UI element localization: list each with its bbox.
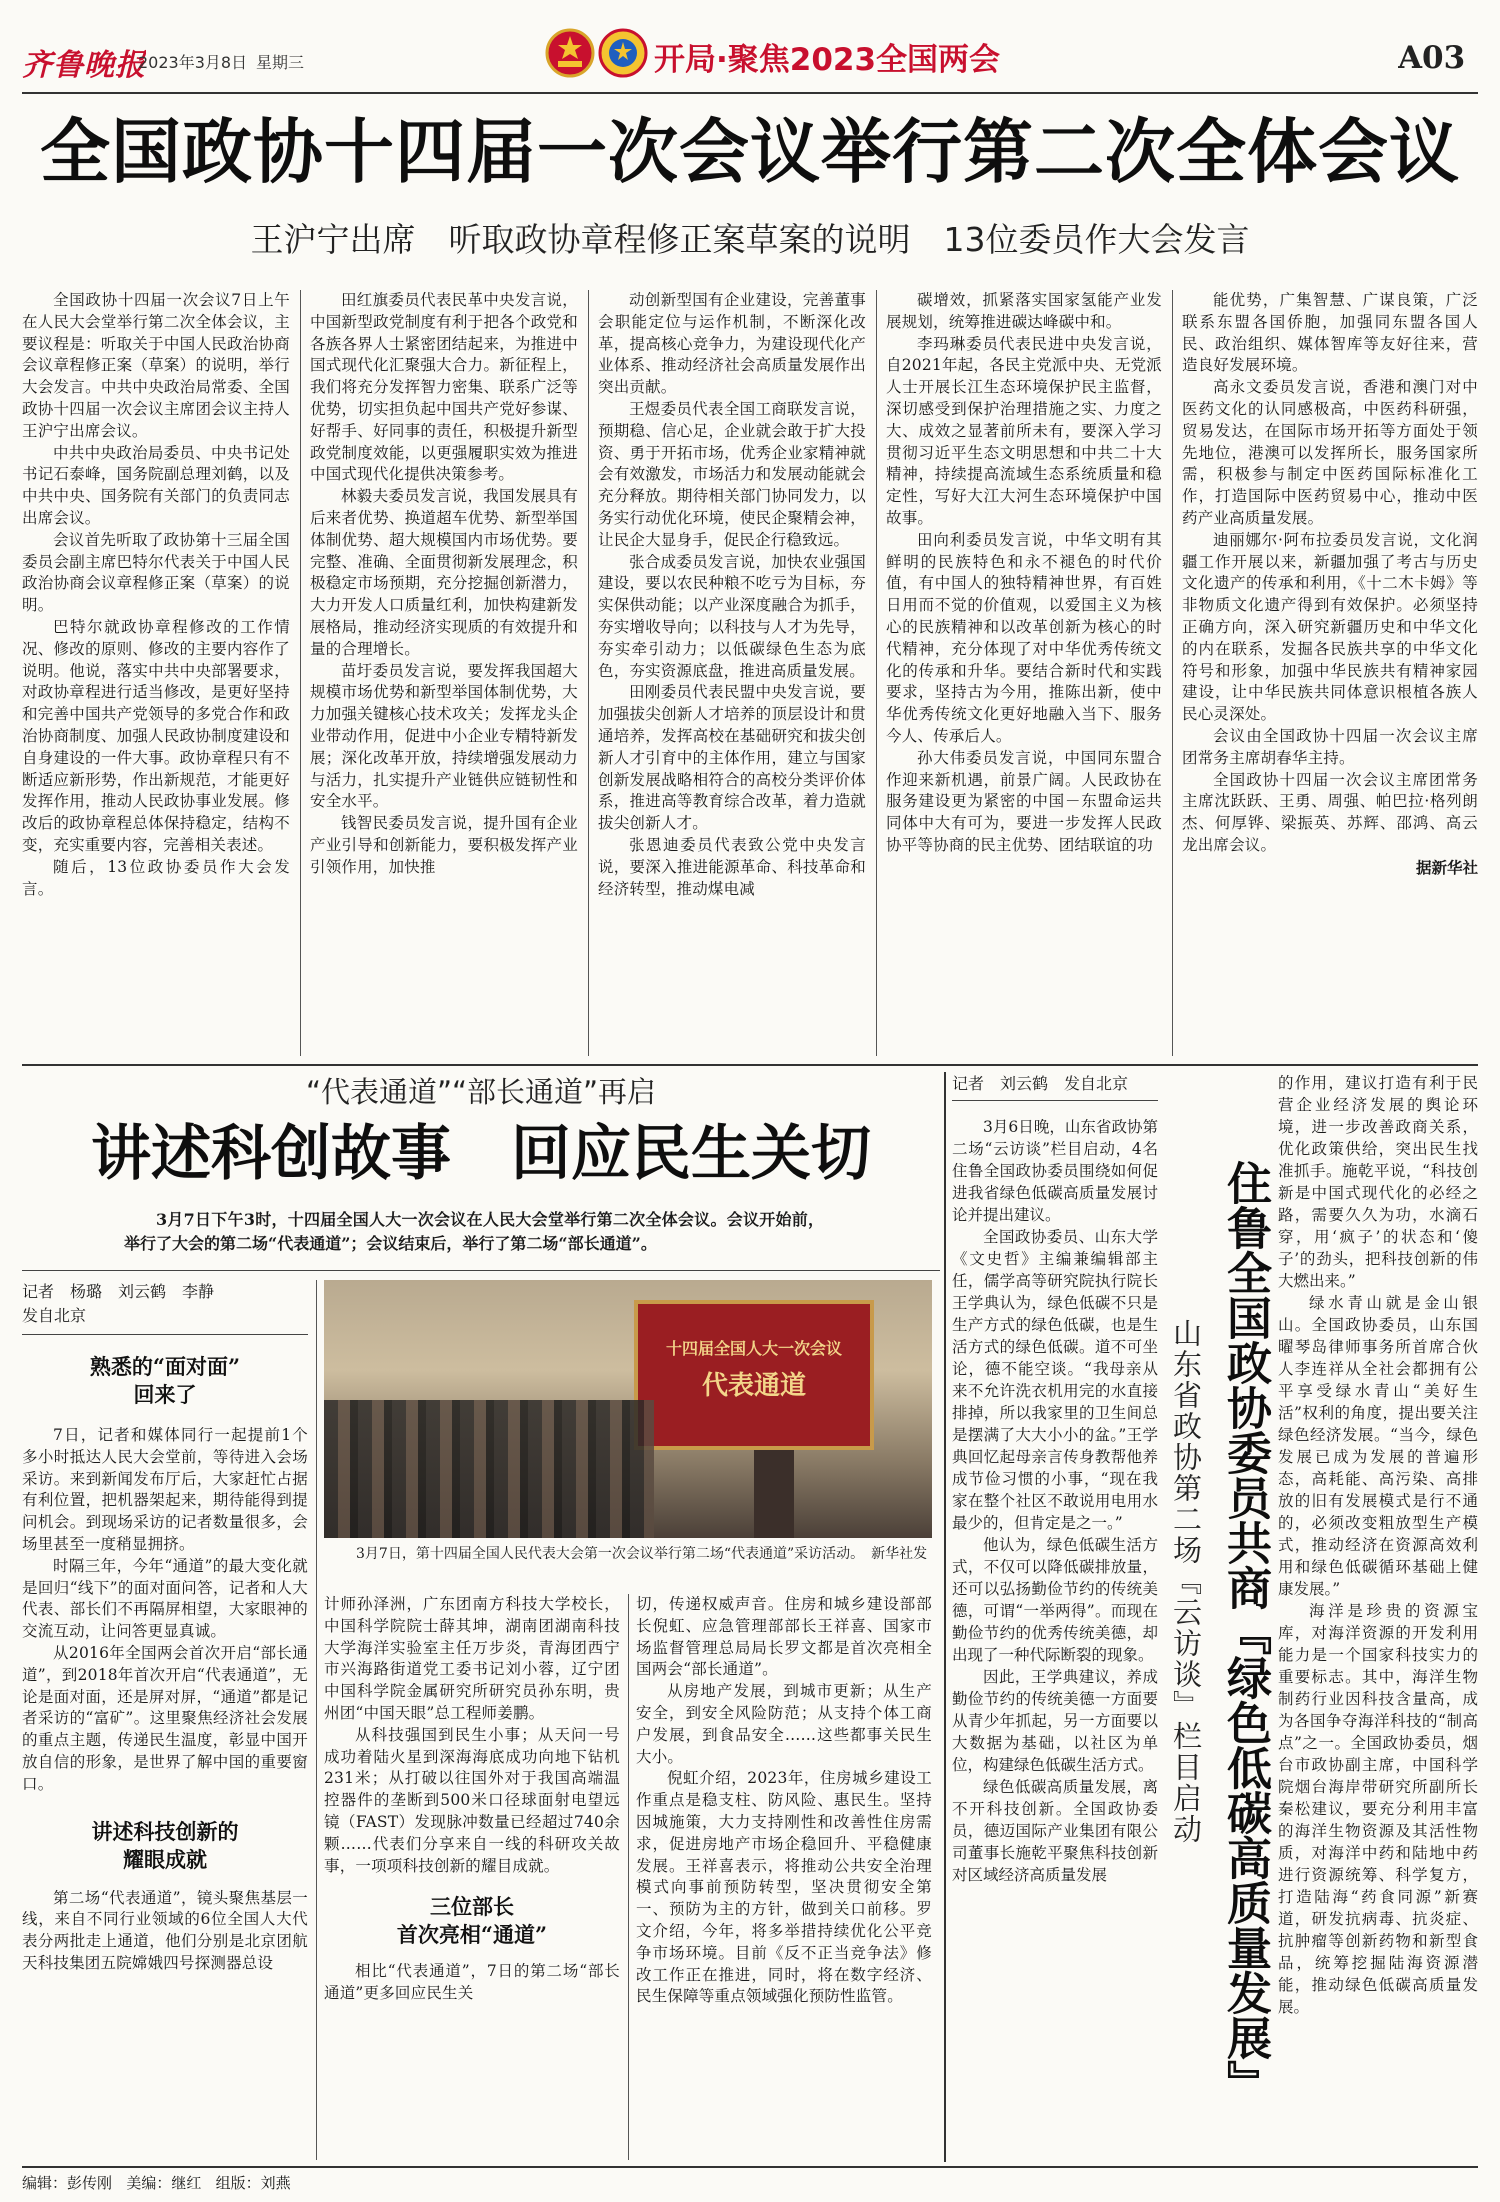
sidebar-headline: 住鲁全国政协委员共商『绿色低碳高质量发展』 xyxy=(1219,1160,1272,2105)
byline-rule xyxy=(22,1334,308,1335)
sidebar-column-1 xyxy=(952,1116,1158,2160)
masthead xyxy=(0,0,1500,98)
sidebar-column-2 xyxy=(1278,1072,1478,2160)
paragraph: 因此，王学典建议，养成勤俭节约的传统美德一方面要从青少年抓起，另一方面要以大数据为基础，以社区为单位，构建绿色低碳生活方式。 xyxy=(952,1668,1158,1774)
photo-banner-text: 十四届全国人大一次会议 xyxy=(665,1339,842,1358)
paragraph: 绿色低碳高质量发展，离不开科技创新。全国政协委员，德迈国际产业集团有限公司董事长施乾平聚焦科技创新对区域经济高质量发展 xyxy=(952,1778,1158,1884)
lead-column-3 xyxy=(598,290,866,1056)
paragraph: 从2016年全国两会首次开启“部长通道”，到2018年首次开启“代表通道”，无论是面对面，还是屏对屏，“通道”都是记者采访的“富矿”。这里聚焦经济社会发展的重点主题，传递民生温度，彰显中国开放自信的形象，是世界了解中国的重要窗口。 xyxy=(22,1643,308,1793)
paragraph: 田刚委员代表民盟中央发言说，要加强拔尖创新人才培养的顶层设计和贯通培养，发挥高校在基础研究和拔尖创新人才引育中的主体作用，建立与国家创新发展战略相符合的高校分类评价体系，推进高等教育综合改革，着力造就拔尖创新人才。 xyxy=(598,683,866,833)
paragraph: 倪虹介绍，2023年，住房城乡建设工作重点是稳支柱、防风险、惠民生。坚持因城施策，大力支持刚性和改善性住房需求，促进房地产市场企稳回升、平稳健康发展。王祥喜表示，将推动公共安全治理模式向事前预防转型，坚决贯彻安全第一、预防为主的方针，做到关口前移。罗文介绍，今年，将多举措持续优化公平竞争市场环境。目前《反不正当竞争法》修改工作正在推进，同时，将在数字经济、民生保障等重点领域强化预防性监管。 xyxy=(636,1769,932,2006)
paragraph: 动创新型国有企业建设，完善董事会职能定位与运作机制，不断深化改革，提高核心竞争力，为建设现代化产业体系、推动经济社会高质量发展作出突出贡献。 xyxy=(598,291,866,397)
paragraph: 迪丽娜尔·阿布拉委员发言说，文化润疆工作开展以来，新疆加强了考古与历史文化遗产的传承和利用，《十二木卡姆》等非物质文化遗产得到有效保护。必须坚持正确方向，深入研究新疆历史和中华文化的内在联系，发掘各民族共享的中华文化符号和形象，加强中华民族共有精神家园建设，让中华民族共同体意识根植各族人民心灵深处。 xyxy=(1182,530,1478,724)
paragraph: 张合成委员发言说，加快农业强国建设，要以农民种粮不吃亏为目标，夯实保供动能；以产业深度融合为抓手，夯实增收导向；以科技与人才为先导，夯实牵引动力；以低碳绿色生态为底色，夯实资源底盘，推进高质量发展。 xyxy=(598,552,866,680)
banner-dot: · xyxy=(716,42,728,78)
photo-banner-text-2: 代表通道 xyxy=(701,1371,806,1401)
column-divider xyxy=(588,290,589,1056)
subheading: 熟悉的“面对面” 回来了 xyxy=(89,1354,241,1407)
byline-location: 发自北京 xyxy=(22,1306,87,1325)
footer-credits xyxy=(22,2172,622,2194)
cppcc-emblem-icon xyxy=(598,28,648,78)
paragraph: 全国政协十四届一次会议7日上午在人民大会堂举行第二次全体会议，主要议程是：听取关于中国人民政治协商会议章程修正案（草案）的说明，举行大会发言。中共中央政治局常委、全国政协十四届一次会议主席团会议主持人王沪宁出席会议。 xyxy=(22,291,290,440)
masthead-rule xyxy=(22,92,1478,94)
footer-art: 美编：继红 xyxy=(126,2174,202,2192)
paragraph: 第二场“代表通道”，镜头聚焦基层一线，来自不同行业领域的6位全国人大代表分两批走上通道，他们分别是北京团航天科技集团五院嫦娥四号探测器总设 xyxy=(22,1888,308,1972)
lead-column-5 xyxy=(1182,290,1478,1056)
paragraph: 全国政协十四届一次会议主席团常务主席沈跃跃、王勇、周强、帕巴拉·格列朗杰、何厚铧、梁振英、苏辉、邵鸿、高云龙出席会议。 xyxy=(1182,770,1478,854)
lead-subheadline: 王沪宁出席 听取政协章程修正案草案的说明 13位委员作大会发言 xyxy=(250,220,1250,259)
section-divider xyxy=(944,1072,946,2162)
paragraph: 孙大伟委员发言说，中国同东盟合作迎来新机遇，前景广阔。人民政协在服务建设更为紧密的中国－东盟命运共同体中大有可为，要进一步发挥人民政协平等协商的民主优势、团结联谊的功 xyxy=(886,748,1162,854)
column-divider xyxy=(300,290,301,1056)
banner-prefix: 开局 xyxy=(654,42,716,78)
source-credit: 据新华社 xyxy=(1415,857,1478,877)
paragraph: 张恩迪委员代表致公党中央发言说，要深入推进能源革命、科技革命和经济转型，推动煤电减 xyxy=(598,835,866,898)
passage-kicker: “代表通道”“部长通道”再启 xyxy=(305,1075,657,1109)
paragraph: 林毅夫委员发言说，我国发展具有后来者优势、换道超车优势、新型举国体制优势、超大规模国内市场优势。要完整、准确、全面贯彻新发展理念，积极稳定市场预期，充分挖掘创新潜力，大力开发人口质量红利，加快构建新发展格局，推动经济实现质的有效提升和量的合理增长。 xyxy=(310,487,578,658)
paragraph: 会议首先听取了政协第十三届全国委员会副主席巴特尔代表关于中国人民政治协商会议章程修正案（草案）的说明。 xyxy=(22,530,290,615)
paragraph: 他认为，绿色低碳生活方式，不仅可以降低碳排放量，还可以弘扬勤俭节约的传统美德，可谓“一举两得”。而现在勤俭节约的优秀传统美德，却出现了一种代际断裂的现象。 xyxy=(952,1536,1158,1664)
paragraph: 全国政协委员、山东大学《文史哲》主编兼编辑部主任，儒学高等研究院执行院长王学典认为，绿色低碳不只是生产方式的绿色低碳，也是生活方式的绿色低碳。道不可坐论，德不能空谈。“我母亲从来不允许洗衣机用完的水直接排掉，所以我家里的卫生间总是摆满了大大小小的盆。”王学典回忆起母亲言传身教帮他养成节俭习惯的小事，“现在我家在整个社区不敢说用电用水最少的，但肯定是之一。” xyxy=(952,1228,1158,1532)
subheading: 讲述科技创新的 耀眼成就 xyxy=(91,1818,239,1872)
paragraph: 计师孙泽洲，广东团南方科技大学校长，中国科学院院士薛其坤，湖南团湖南科技大学海洋实验室主任万步炎，青海团西宁市兴海路街道党工委书记刘小蓉，辽宁团中国科学院金属研究所研究员孙东明，贵州团“中国天眼”总工程师姜鹏。 xyxy=(324,1595,620,1722)
section-rule xyxy=(22,1064,1478,1066)
paragraph: 从房地产发展，到城市更新；从生产安全，到安全风险防范；从支持个体工商户发展，到食品安全……这些都事关民生大小。 xyxy=(636,1682,932,1766)
paragraph: 从科技强国到民生小事；从天问一号成功着陆火星到深海海底成功向地下钻机231米；从打破以往国外对于我国高端温控器件的垄断到500米口径球面射电望远镜（FAST）发现脉冲数量已经超过740余颗……代表们分享来自一线的科研攻关故事，一项项科技创新的耀目成就。 xyxy=(324,1725,620,1875)
issue-date: 2023年3月8日 xyxy=(138,53,248,72)
paragraph: 绿水青山就是金山银山。全国政协委员，山东国曜琴岛律师事务所首席合伙人李连祥从全社会都拥有公平享受绿水青山“美好生活”权利的角度，提出要关注绿色经济发展。“当今，绿色发展已成为发展的普遍形态，高耗能、高污染、高排放的旧有发展模式是行不通的，必须改变粗放型生产模式，推动经济在资源高效利用和绿色低碳循环基础上健康发展。” xyxy=(1278,1294,1478,1598)
paragraph: 苗圩委员发言说，要发挥我国超大规模市场优势和新型举国体制优势，大力加强关键核心技术攻关；发挥龙头企业带动作用，促进中小企业专精特新发展；深化改革开放，持续增强发展动力与活力，扎实提升产业链供应链韧性和安全水平。 xyxy=(310,661,578,811)
photo-crowd xyxy=(324,1400,654,1538)
paragraph: 碳增效，抓紧落实国家氢能产业发展规划，统筹推进碳达峰碳中和。 xyxy=(886,291,1162,331)
passage-column-3 xyxy=(636,1594,932,2160)
page-number: A03 xyxy=(1398,40,1466,76)
subheading: 三位部长 首次亮相“通道” xyxy=(396,1894,548,1948)
sidebar-subheadline: 山东省政协第二场『云访谈』栏目启动 xyxy=(1169,1318,1203,1845)
passage-headline: 讲述科创故事 回应民生关切 xyxy=(91,1119,871,1189)
paragraph: 钱智民委员发言说，提升国有企业产业引导和创新能力，要积极发挥产业引领作用，加快推 xyxy=(310,814,578,876)
paper-logo: 齐鲁晚报 xyxy=(22,48,146,83)
byline: 记者 杨璐 刘云鹤 李静 xyxy=(22,1282,215,1301)
photo-podium xyxy=(754,1450,794,1538)
paragraph: 7日，记者和媒体同行一起提前1个多小时抵达人民大会堂前，等待进入会场采访。来到新闻发布厅后，大家赶忙占据有利位置，把机器架起来，期待能得到提问机会。到现场采访的记者数量很多，会场里甚至一度稍显拥挤。 xyxy=(22,1426,308,1553)
paragraph: 王煜委员代表全国工商联发言说，预期稳、信心足，企业就会敢于扩大投资、勇于开拓市场，优秀企业家精神就会有效激发，市场活力和发展动能就会充分释放。期待相关部门协同发力，以务实行动优化环境，使民企聚精会神，让民企大显身手，促民企行稳致远。 xyxy=(598,399,866,549)
passage-intro: 3月7日下午3时，十四届全国人大一次会议在人民大会堂举行第二次全体会议。会议开始前，举行了大会的第二场“代表通道”；会议结束后，举行了第二场“部长通道”。 xyxy=(124,1210,824,1253)
column-divider xyxy=(628,1594,629,2160)
column-divider xyxy=(876,290,877,1056)
footer-editor: 编辑：彭传刚 xyxy=(22,2174,113,2192)
paragraph: 能优势，广集智慧、广谋良策，广泛联系东盟各国侨胞，加强同东盟各国人民、政治组织、媒体智库等友好往来，营造良好发展环境。 xyxy=(1182,291,1478,375)
news-photo xyxy=(324,1280,932,1538)
paragraph: 海洋是珍贵的资源宝库，对海洋资源的开发利用能力是一个国家科技实力的重要标志。其中，海洋生物制药行业因科技含量高，成为各国争夺海洋科技的“制高点”之一。全国政协委员，烟台市政协副主席，中国科学院烟台海岸带研究所副所长秦松建议，要充分利用丰富的海洋生物资源及其活性物质，对海洋中药和陆地中药进行资源统筹、科学复方，打造陆海“药食同源”新赛道，研发抗病毒、抗炎症、抗肿瘤等创新药物和新型食品，统筹挖掘陆海资源潜能，推动绿色低碳高质量发展。 xyxy=(1278,1602,1478,2016)
passage-column-2 xyxy=(324,1594,620,2160)
photo-caption: 3月7日，第十四届全国人民代表大会第一次会议举行第二场“代表通道”采访活动。 新华社发 xyxy=(356,1546,928,1562)
lead-column-4 xyxy=(886,290,1162,1056)
paragraph: 切，传递权威声音。住房和城乡建设部部长倪虹、应急管理部部长王祥喜、国家市场监督管理总局局长罗文都是首次亮相全国两会“部长通道”。 xyxy=(636,1595,932,1679)
column-divider xyxy=(1172,290,1173,1056)
lead-headline: 全国政协十四届一次会议举行第二次全体会议 xyxy=(40,110,1460,193)
paragraph: 李玛琳委员代表民进中央发言说，自2021年起，各民主党派中央、无党派人士开展长江生态环境保护民主监督，深切感受到保护治理措施之实、力度之大、成效之显著前所未有，要深入学习贯彻习近平生态文明思想和中共二十大精神，持续提高流域生态系统质量和稳定性，写好大江大河生态环境保护中国故事。 xyxy=(886,334,1162,527)
sidebar-byline-rule xyxy=(952,1100,1158,1101)
paragraph: 巴特尔就政协章程修改的工作情况、修改的原则、修改的主要内容作了说明。他说，落实中共中央部署要求，对政协章程进行适当修改，是更好坚持和完善中国共产党领导的多党合作和政治协商制度、加强人民政协制度建设和自身建设的一件大事。政协章程只有不断适应新形势，作出新规范，才能更好发挥作用，推动人民政协事业发展。修改后的政协章程总体保持稳定，结构不变，充实重要内容，完善相关表述。 xyxy=(22,617,290,854)
paragraph: 相比“代表通道”，7日的第二场“部长通道”更多回应民生关 xyxy=(324,1962,620,2003)
passage-column-1 xyxy=(22,1280,308,2160)
photo-backdrop xyxy=(634,1300,874,1450)
national-emblem-icon xyxy=(545,28,595,78)
paragraph: 田红旗委员代表民革中央发言说，中国新型政党制度有利于把各个政党和各族各界人士紧密团结起来，为推进中国式现代化汇聚强大合力。新征程上，我们将充分发挥智力密集、联系广泛等优势，切实担负起中国共产党好参谋、好帮手、好同事的责任，积极提升新型政党制度效能，以更强履职实效为推进中国式现代化提供决策参考。 xyxy=(310,291,578,484)
issue-weekday: 星期三 xyxy=(256,53,305,72)
paragraph: 的作用，建议打造有利于民营企业经济发展的舆论环境，进一步改善政商关系，优化政策供给，突出民生找准抓手。施乾平说，“科技创新是中国式现代化的必经之路，需要久久为功，水滴石穿，用‘疯子’的状态和‘傻子’的劲头，把科技创新的伟大燃出来。” xyxy=(1278,1074,1478,1290)
paragraph: 时隔三年，今年“通道”的最大变化就是回归“线下”的面对面问答，记者和人大代表、部长们不再隔屏相望，大家眼神的交流互动，让问答更显真诚。 xyxy=(22,1556,308,1641)
column-divider xyxy=(316,1280,317,2160)
paragraph: 中共中央政治局委员、中央书记处书记石泰峰，国务院副总理刘鹤，以及中共中央、国务院有关部门的负责同志出席会议。 xyxy=(22,443,290,527)
paragraph: 田向利委员发言说，中华文明有其鲜明的民族特色和永不褪色的时代价值，有中国人的独特精神世界，有百姓日用而不觉的价值观，以爱国主义为核心的民族精神和以改革创新为核心的时代精神，充分体现了对中华优秀传统文化的传承和升华。要结合新时代和实践要求，坚持古为今用，推陈出新，使中华优秀传统文化更好地融入当下、服务今人、传承后人。 xyxy=(886,530,1162,745)
paragraph: 高永文委员发言说，香港和澳门对中医药文化的认同感极高，中医药科研强，贸易发达，在国际市场开拓等方面处于领先地位，港澳可以发挥所长，服务国家所需，积极参与制定中医药国际标准化工作，打造国际中医药贸易中心，推动中医药产业高质量发展。 xyxy=(1182,378,1478,527)
lead-column-1 xyxy=(22,290,290,1056)
lead-column-2 xyxy=(310,290,578,1056)
intro-rule xyxy=(22,1270,940,1271)
sidebar-byline: 记者 刘云鹤 发自北京 xyxy=(952,1074,1129,1093)
footer-rule xyxy=(22,2166,1478,2168)
paragraph: 随后，13位政协委员作大会发言。 xyxy=(22,857,290,898)
banner-title: 聚焦2023全国两会 xyxy=(727,42,1001,78)
footer-proof: 组版：刘燕 xyxy=(215,2174,291,2192)
paragraph: 会议由全国政协十四届一次会议主席团常务主席胡春华主持。 xyxy=(1182,726,1478,767)
paragraph: 3月6日晚，山东省政协第二场“云访谈”栏目启动，4名住鲁全国政协委员围绕如何促进我省绿色低碳高质量发展讨论并提出建议。 xyxy=(952,1118,1158,1224)
section-banner xyxy=(654,34,1000,78)
